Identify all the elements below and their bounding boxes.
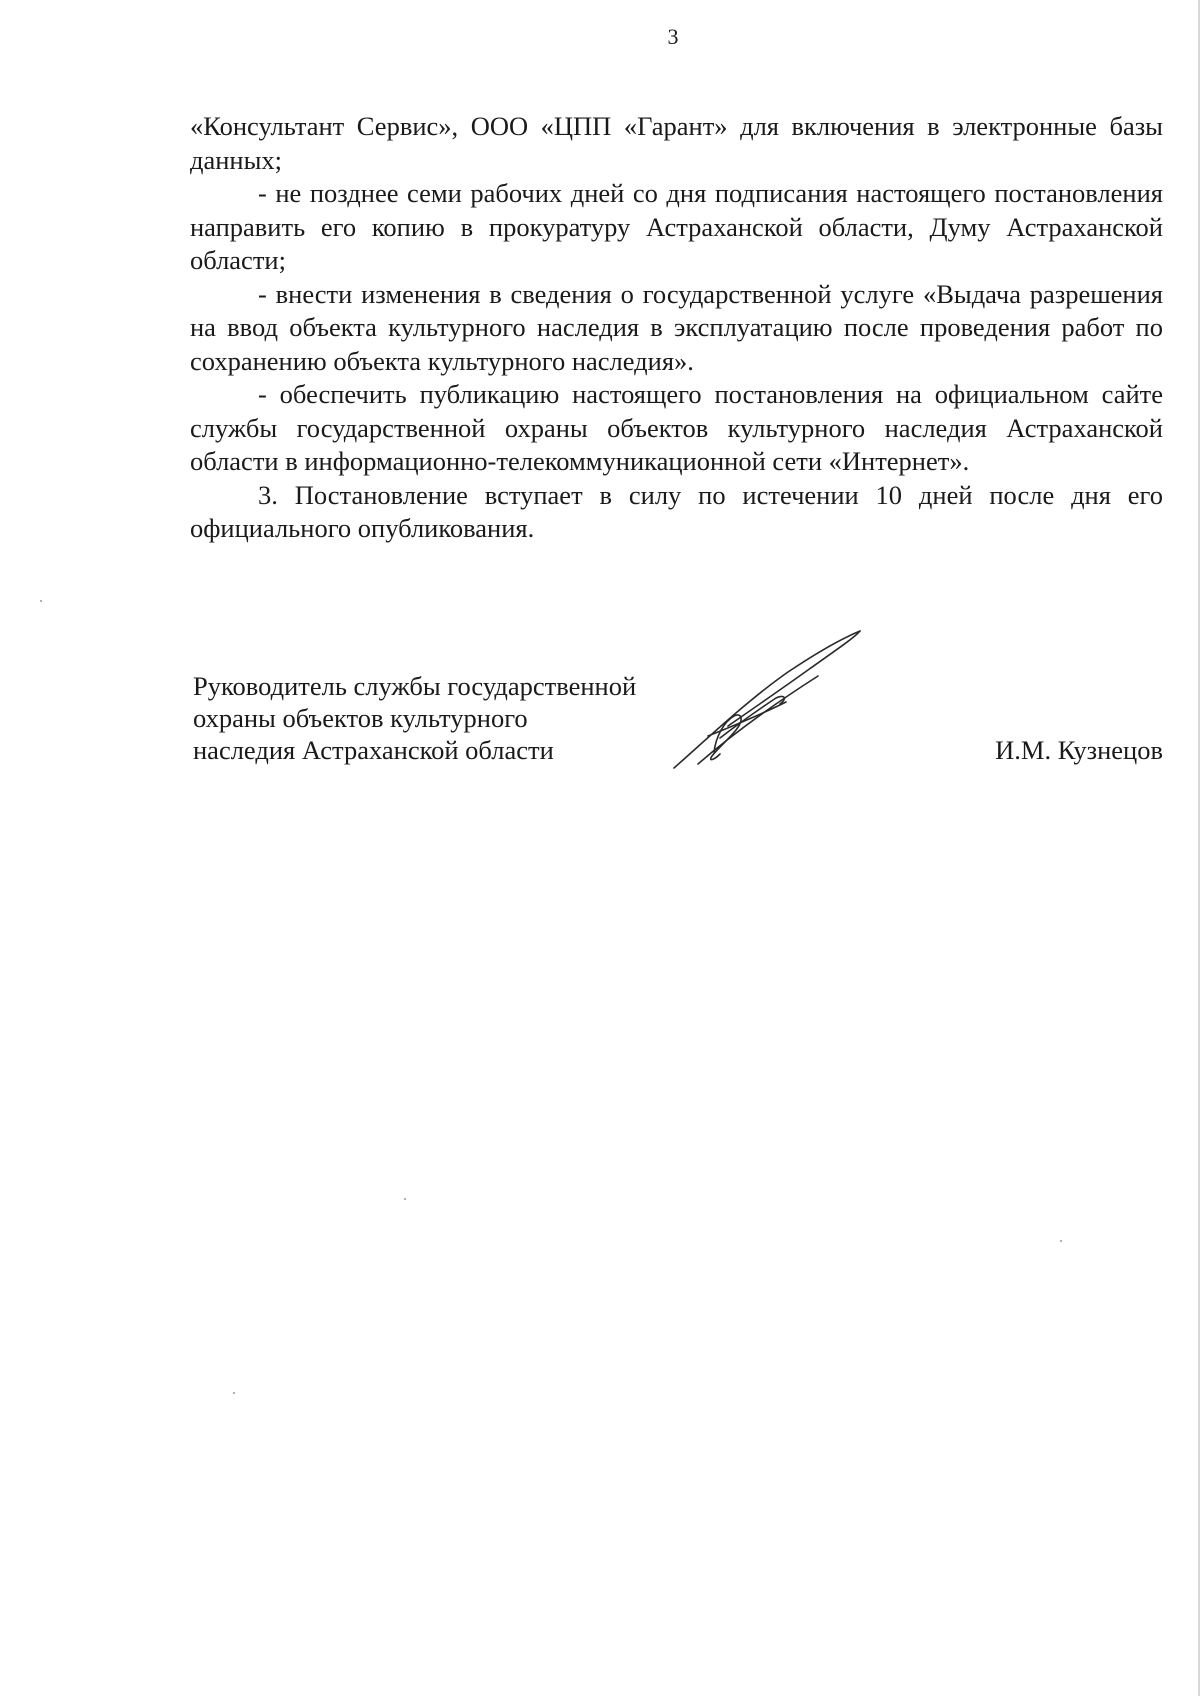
signer-title-line: охраны объектов культурного — [193, 703, 528, 733]
scan-speck — [1060, 1240, 1062, 1242]
document-body — [190, 110, 1163, 546]
page-number: 3 — [667, 24, 679, 49]
paragraph: «Консультант Сервис», ООО «ЦПП «Гарант» для включения в электронные базы данных; — [190, 111, 1163, 175]
paragraph: - обеспечить публикацию настоящего постановления на официальном сайте службы государственной охраны объектов культурного наследия Астраханской области в информационно-телекоммуникационной сети «Интернет». — [190, 379, 1163, 476]
paragraph: - не позднее семи рабочих дней со дня подписания настоящего постановления направить его копию в прокуратуру Астраханской области, Думу Астраханской области; — [190, 178, 1163, 275]
scan-speck — [233, 1392, 235, 1394]
signer-title-line: Руководитель службы государственной — [193, 671, 637, 701]
paragraph: - внести изменения в сведения о государственной услуге «Выдача разрешения на ввод объекта культурного наследия в эксплуатацию после проведения работ по сохранению объекта культурного наследия». — [190, 278, 1163, 376]
signer-title — [193, 670, 673, 766]
signer-title-line: наследия Астраханской области — [193, 735, 554, 765]
signer-name: И.М. Кузнецов — [995, 735, 1163, 765]
scan-speck — [40, 600, 42, 602]
handwritten-signature — [668, 628, 868, 778]
scan-speck — [404, 1198, 406, 1200]
paragraph: 3. Постановление вступает в силу по истечении 10 дней после дня его официального опубликования. — [190, 479, 1163, 543]
